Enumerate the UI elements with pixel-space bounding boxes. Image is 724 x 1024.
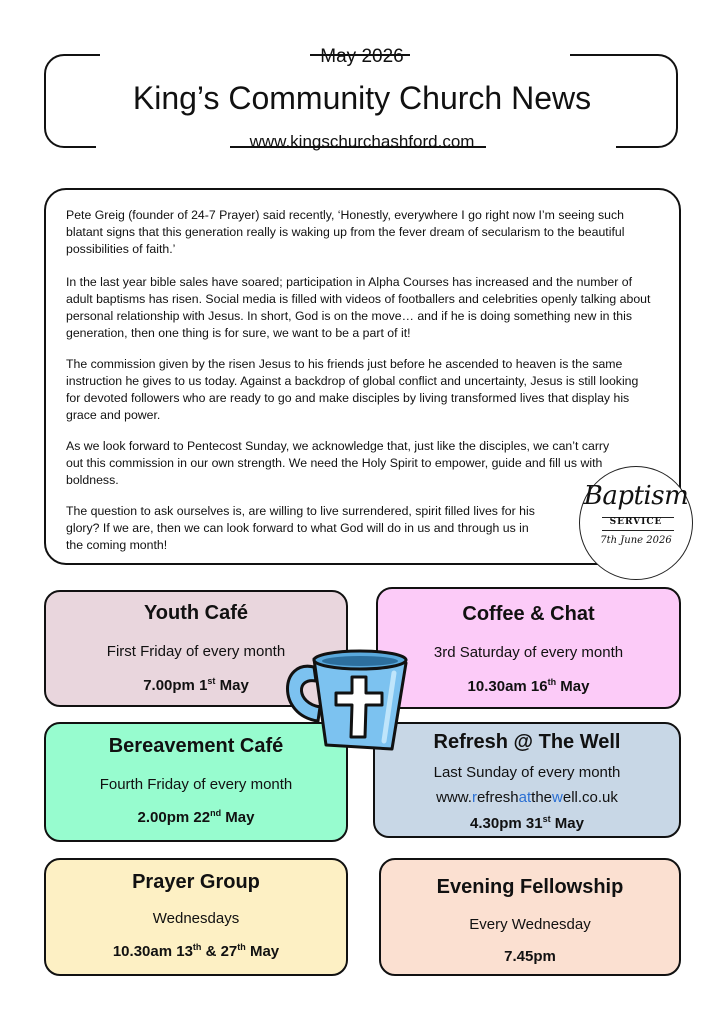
article-paragraph: As we look forward to Pentecost Sunday, we acknowledge that, just like the disciples, we can’t carry out this commission in our own strength. We need the Holy Spirit to empower, guide and fill us with boldness. [66,439,610,487]
issue-month: May 2026 [320,46,404,67]
event-time: 7.45pm [504,948,556,965]
event-time: 2.00pm 22nd May [137,808,255,826]
badge-date: 7th June 2026 [600,535,672,546]
event-title: Coffee & Chat [462,603,595,625]
event-schedule: First Friday of every month [106,643,286,660]
mug-with-cross-icon [274,637,414,755]
event-title: Youth Café [143,602,249,624]
event-schedule: Every Wednesday [469,916,591,933]
website-link[interactable]: www.kingschurchashford.com [249,132,475,151]
event-time: 7.00pm 1st May [143,676,249,694]
article-paragraph: In the last year bible sales have soared; participation in Alpha Courses has increased and the number of adult baptisms has risen. Social media is filled with videos of footballers and celebrities openly talking about personal relationship with Jesus. In short, God is on the move… and if he is doing something new in this generation, then one thing is for sure, we want to be a part of it! [66,275,651,340]
baptism-badge [579,466,693,580]
newsletter-title: King’s Community Church News [132,80,592,116]
event-title: Refresh @ The Well [433,731,621,753]
badge-subtitle: SERVICE [609,517,663,527]
event-refresh-the-well [373,722,681,838]
event-time: 4.30pm 31st May [470,814,584,832]
event-schedule: Fourth Friday of every month [99,776,293,793]
event-coffee-chat [376,587,681,709]
event-title: Bereavement Café [108,735,284,757]
event-schedule: 3rd Saturday of every month [433,644,624,661]
event-title: Prayer Group [132,871,260,893]
badge-title: Baptism [583,481,689,511]
event-title: Evening Fellowship [436,876,624,898]
event-schedule: Last Sunday of every month [433,764,621,781]
event-website-link[interactable]: www.refreshatthewell.co.uk [436,789,618,806]
event-prayer-group [44,858,348,976]
badge-divider [602,530,674,531]
event-evening-fellowship [379,858,681,976]
article-paragraph: The commission given by the risen Jesus to his friends just before he ascended to heaven is the same instruction he gives to us today. Against a backdrop of global conflict and uncertainty, Jesus is still looking for devoted followers who are ready to go and make disciples by living transformed lives that display his grace and power. [66,357,639,422]
article-paragraph: Pete Greig (founder of 24-7 Prayer) said recently, ‘Honestly, everywhere I go right now I’m seeing such blatant signs that this generation really is waking up from the fever dream of secularism to the beautiful possibilities of faith.’ [66,208,625,256]
event-schedule: Wednesdays [152,910,240,927]
event-time: 10.30am 16th May [467,677,590,695]
article-paragraph: The question to ask ourselves is, are willing to live surrendered, spirit filled lives for his glory? If we are, then we can look forward to what God will do in us and through us in the coming month! [66,504,535,552]
event-time: 10.30am 13th & 27th May [112,942,280,960]
